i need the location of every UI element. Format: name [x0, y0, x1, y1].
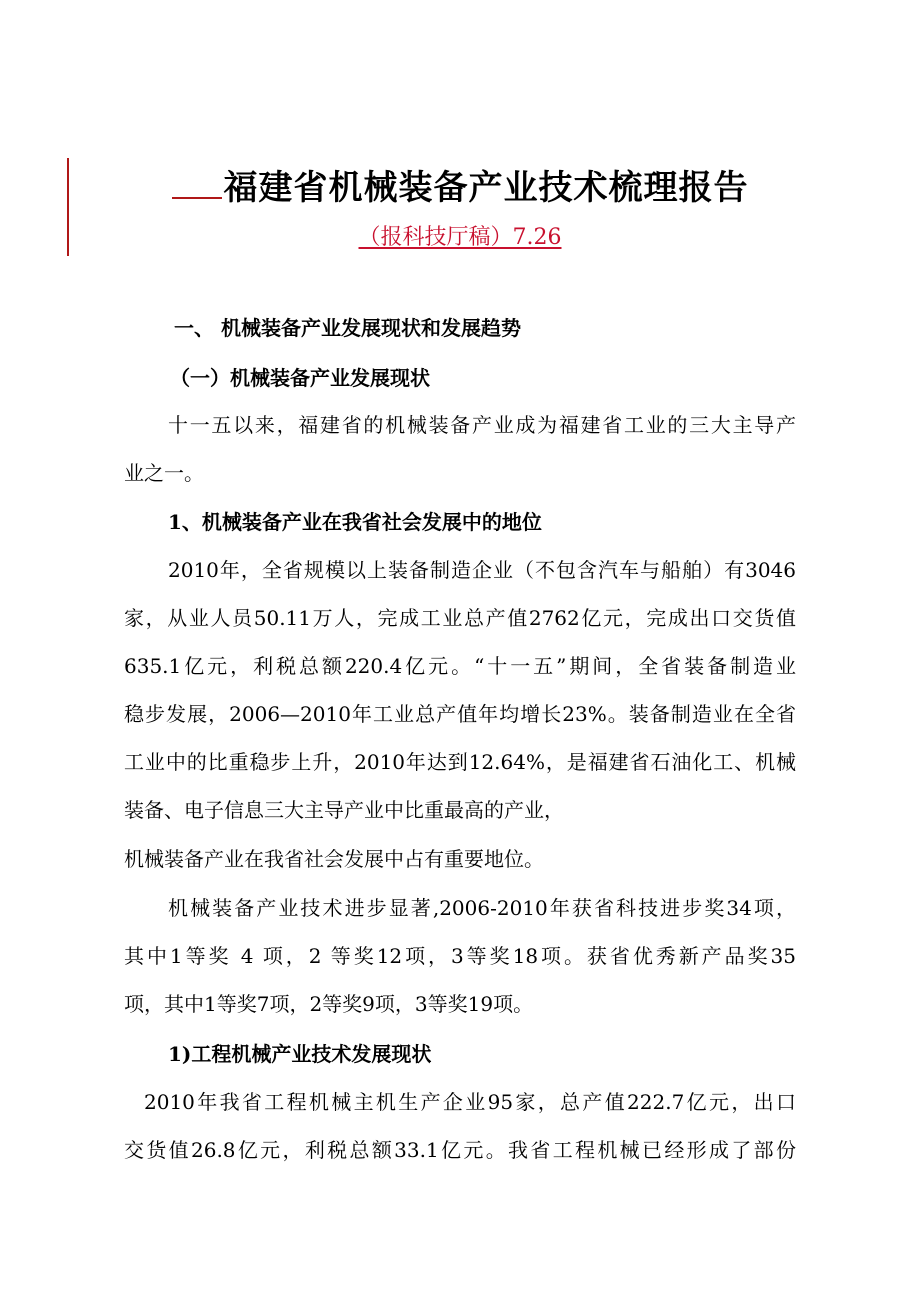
- paragraph-line: 业之一。: [124, 461, 204, 485]
- paragraph-line: 2010年，全省规模以上装备制造企业（不包含汽车与船舶）有3046: [168, 558, 796, 582]
- paragraph-line: 机械装备产业在我省社会发展中占有重要地位。: [124, 847, 544, 871]
- heading-subsection-1: （一）机械装备产业发展现状: [170, 366, 430, 390]
- paragraph-line: 稳步发展，2006—2010年工业总产值年均增长23%。装备制造业在全省: [124, 702, 796, 726]
- paragraph-line: 机械装备产业技术进步显著,2006-2010年获省科技进步奖34项，: [168, 896, 796, 920]
- title-blank-underline: [172, 167, 222, 199]
- report-subtitle: （报科技厅稿）7.26: [358, 225, 562, 250]
- paragraph-line: 工业中的比重稳步上升，2010年达到12.64%，是福建省石油化工、机械: [124, 750, 796, 774]
- paragraph-line: 635.1亿元，利税总额220.4亿元。“十一五”期间，全省装备制造业: [124, 654, 796, 678]
- paragraph-line: 2010年我省工程机械主机生产企业95家，总产值222.7亿元，出口: [144, 1090, 796, 1114]
- paragraph-line: 十一五以来，福建省的机械装备产业成为福建省工业的三大主导产: [168, 413, 796, 437]
- heading-subitem-1: 1)工程机械产业技术发展现状: [168, 1042, 432, 1066]
- paragraph-line: 交货值26.8亿元，利税总额33.1亿元。我省工程机械已经形成了部份: [124, 1138, 796, 1162]
- heading-section-1: 一、 机械装备产业发展现状和发展趋势: [174, 316, 521, 340]
- paragraph-line: 家，从业人员50.11万人，完成工业总产值2762亿元，完成出口交货值: [124, 606, 796, 630]
- report-title: [0, 160, 920, 209]
- paragraph-line: 项，其中1等奖7项，2等奖9项，3等奖19项。: [124, 992, 534, 1016]
- heading-item-1: 1、机械装备产业在我省社会发展中的地位: [168, 510, 542, 534]
- paragraph-line: 装备、电子信息三大主导产业中比重最高的产业，: [124, 798, 564, 822]
- paragraph-line: 其中1等奖 4 项，2 等奖12项，3等奖18项。获省优秀新产品奖35: [124, 944, 796, 968]
- report-title-text: 福建省机械装备产业技术梳理报告: [223, 168, 749, 208]
